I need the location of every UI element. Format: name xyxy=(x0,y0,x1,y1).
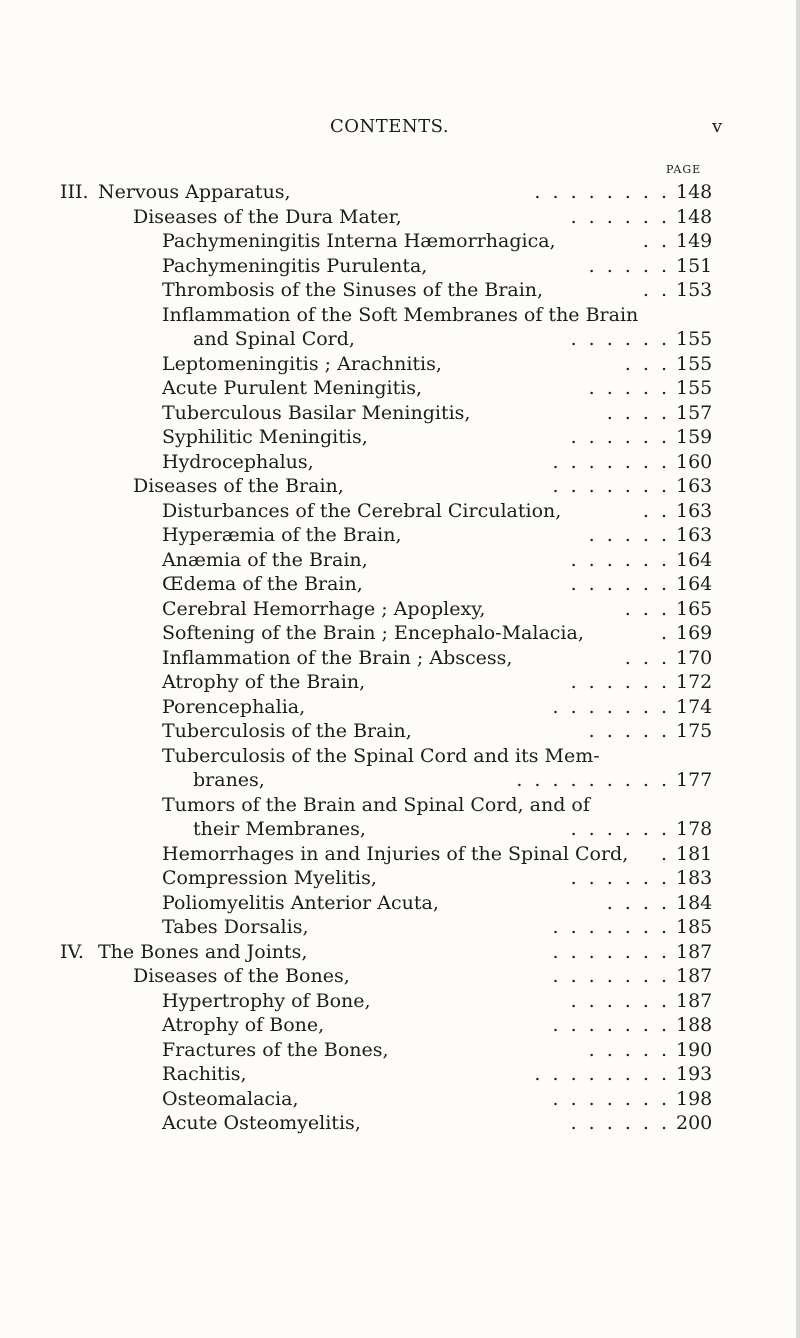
dot-leader: . . . . xyxy=(606,401,670,424)
entry-page-number: 187 xyxy=(676,940,713,963)
toc-entry xyxy=(0,499,800,524)
dot-leader: . . . . . . . xyxy=(552,1087,670,1110)
dot-leader: . . . . . . . . . xyxy=(516,769,670,791)
table-of-contents xyxy=(0,180,800,1136)
entry-title: Hemorrhages in and Injuries of the Spinal Cord, xyxy=(162,842,629,865)
entry-page-number: 187 xyxy=(676,989,713,1012)
entry-title: and Spinal Cord, xyxy=(193,328,355,350)
entry-title: Nervous Apparatus, xyxy=(98,181,291,203)
dot-leader: . . . . . . xyxy=(570,426,670,448)
entry-title: Hydrocephalus, xyxy=(162,450,314,473)
dot-leader: . xyxy=(660,622,670,644)
dot-leader: . . . . . xyxy=(588,720,670,742)
dot-leader: . xyxy=(660,842,670,865)
toc-entry xyxy=(0,621,800,646)
entry-page-number: 164 xyxy=(676,548,713,571)
dot-leader: . . . . . . xyxy=(570,548,670,571)
toc-entry xyxy=(0,180,800,205)
entry-title: Tuberculosis of the Brain, xyxy=(162,720,412,742)
toc-entry xyxy=(0,842,800,867)
entry-title: Poliomyelitis Anterior Acuta, xyxy=(162,891,439,914)
toc-entry xyxy=(0,548,800,573)
entry-page-number: 148 xyxy=(676,181,713,203)
dot-leader: . . . xyxy=(624,597,670,620)
entry-page-number: 163 xyxy=(676,524,713,546)
toc-entry xyxy=(0,376,800,401)
entry-title: Osteomalacia, xyxy=(162,1087,299,1110)
toc-entry xyxy=(0,229,800,254)
toc-entry xyxy=(0,1013,800,1038)
entry-title: Atrophy of the Brain, xyxy=(162,671,366,693)
header-title: CONTENTS. xyxy=(330,116,450,137)
page-edge xyxy=(796,0,800,1338)
entry-page-number: 163 xyxy=(676,499,713,522)
section-number: IV. xyxy=(60,940,84,963)
toc-entry xyxy=(0,327,800,352)
entry-page-number: 172 xyxy=(676,671,713,693)
entry-title: Rachitis, xyxy=(162,1063,247,1085)
entry-page-number: 164 xyxy=(676,573,713,595)
toc-entry xyxy=(0,1062,800,1087)
toc-entry xyxy=(0,793,800,818)
page-column-label: PAGE xyxy=(666,163,702,176)
entry-title: Thrombosis of the Sinuses of the Brain, xyxy=(162,279,544,301)
entry-page-number: 151 xyxy=(676,254,713,277)
toc-entry xyxy=(0,989,800,1014)
entry-page-number: 185 xyxy=(676,916,713,938)
entry-page-number: 160 xyxy=(676,450,713,473)
dot-leader: . . . . . . . xyxy=(552,695,670,718)
dot-leader: . . . . . . xyxy=(570,1112,670,1134)
toc-entry xyxy=(0,1087,800,1112)
entry-title: Softening of the Brain ; Encephalo-Malacia, xyxy=(162,622,584,644)
entry-title: Acute Purulent Meningitis, xyxy=(162,377,423,399)
toc-entry xyxy=(0,303,800,328)
entry-page-number: 157 xyxy=(676,401,713,424)
dot-leader: . . xyxy=(642,279,670,301)
dot-leader: . . . . . . xyxy=(570,867,670,889)
entry-page-number: 155 xyxy=(676,352,713,375)
toc-entry xyxy=(0,523,800,548)
dot-leader: . . . . . xyxy=(588,377,670,399)
toc-entry xyxy=(0,915,800,940)
dot-leader: . . . . . . xyxy=(570,671,670,693)
toc-entry xyxy=(0,1038,800,1063)
toc-entry xyxy=(0,278,800,303)
entry-page-number: 190 xyxy=(676,1038,713,1061)
toc-entry xyxy=(0,646,800,671)
toc-entry xyxy=(0,597,800,622)
entry-title: Inflammation of the Brain ; Abscess, xyxy=(162,646,513,669)
entry-title: Pachymeningitis Interna Hæmorrhagica, xyxy=(162,230,556,252)
dot-leader: . . . xyxy=(624,646,670,669)
entry-title: Hyperæmia of the Brain, xyxy=(162,524,402,546)
entry-title: their Membranes, xyxy=(193,818,366,840)
entry-page-number: 155 xyxy=(676,328,713,350)
dot-leader: . . . . . . . . xyxy=(534,181,670,203)
entry-title: Tumors of the Brain and Spinal Cord, and of xyxy=(162,793,590,816)
toc-entry xyxy=(0,425,800,450)
toc-entry xyxy=(0,450,800,475)
entry-title: Diseases of the Bones, xyxy=(133,965,350,987)
dot-leader: . . . . . xyxy=(588,524,670,546)
entry-title: Acute Osteomyelitis, xyxy=(162,1112,361,1134)
entry-title: Diseases of the Dura Mater, xyxy=(133,205,402,228)
dot-leader: . . . . . . xyxy=(570,328,670,350)
entry-title: Tuberculous Basilar Meningitis, xyxy=(162,401,471,424)
dot-leader: . . . . . . . xyxy=(552,965,670,987)
toc-entry xyxy=(0,940,800,965)
entry-page-number: 165 xyxy=(676,597,713,620)
running-header xyxy=(0,116,800,140)
entry-page-number: 198 xyxy=(676,1087,713,1110)
entry-title: Pachymeningitis Purulenta, xyxy=(162,254,428,277)
entry-page-number: 178 xyxy=(676,818,713,840)
entry-title: Porencephalia, xyxy=(162,695,306,718)
entry-title: Fractures of the Bones, xyxy=(162,1038,389,1061)
toc-entry xyxy=(0,695,800,720)
entry-page-number: 170 xyxy=(676,646,713,669)
entry-title: Hypertrophy of Bone, xyxy=(162,989,371,1012)
toc-entry xyxy=(0,768,800,793)
entry-page-number: 177 xyxy=(676,769,713,791)
entry-page-number: 159 xyxy=(676,426,713,448)
dot-leader: . . . . . . xyxy=(570,205,670,228)
entry-title: The Bones and Joints, xyxy=(98,940,308,963)
entry-title: Leptomeningitis ; Arachnitis, xyxy=(162,352,442,375)
entry-title: Cerebral Hemorrhage ; Apoplexy, xyxy=(162,597,486,620)
entry-page-number: 184 xyxy=(676,891,713,914)
toc-entry xyxy=(0,866,800,891)
dot-leader: . . . . . . . xyxy=(552,1014,670,1036)
toc-entry xyxy=(0,744,800,769)
entry-title: Compression Myelitis, xyxy=(162,867,377,889)
entry-title: Œdema of the Brain, xyxy=(162,573,363,595)
entry-page-number: 200 xyxy=(676,1112,713,1134)
toc-entry xyxy=(0,1111,800,1136)
entry-title: Diseases of the Brain, xyxy=(133,475,344,497)
toc-entry xyxy=(0,964,800,989)
toc-entry xyxy=(0,352,800,377)
entry-title: Tabes Dorsalis, xyxy=(162,916,309,938)
toc-entry xyxy=(0,572,800,597)
dot-leader: . . . . . . . xyxy=(552,450,670,473)
page-number: v xyxy=(712,116,723,137)
dot-leader: . . . . . . xyxy=(570,818,670,840)
entry-page-number: 155 xyxy=(676,377,713,399)
entry-title: Tuberculosis of the Spinal Cord and its Mem- xyxy=(162,744,600,767)
entry-page-number: 175 xyxy=(676,720,713,742)
dot-leader: . . . xyxy=(624,352,670,375)
entry-page-number: 193 xyxy=(676,1063,713,1085)
toc-entry xyxy=(0,401,800,426)
entry-title: branes, xyxy=(193,769,265,791)
dot-leader: . . . . . . xyxy=(570,989,670,1012)
entry-page-number: 153 xyxy=(676,279,713,301)
dot-leader: . . . . . . . . xyxy=(534,1063,670,1085)
section-number: III. xyxy=(60,181,89,203)
toc-entry xyxy=(0,205,800,230)
entry-title: Inflammation of the Soft Membranes of the Brain xyxy=(162,303,639,326)
entry-page-number: 188 xyxy=(676,1014,713,1036)
entry-title: Syphilitic Meningitis, xyxy=(162,426,368,448)
entry-page-number: 149 xyxy=(676,230,713,252)
entry-page-number: 183 xyxy=(676,867,713,889)
dot-leader: . . . . . xyxy=(588,254,670,277)
dot-leader: . . . . . . . xyxy=(552,916,670,938)
entry-page-number: 187 xyxy=(676,965,713,987)
dot-leader: . . . . xyxy=(606,891,670,914)
entry-page-number: 148 xyxy=(676,205,713,228)
dot-leader: . . xyxy=(642,230,670,252)
toc-entry xyxy=(0,474,800,499)
dot-leader: . . . . . xyxy=(588,1038,670,1061)
toc-entry xyxy=(0,254,800,279)
entry-page-number: 181 xyxy=(676,842,713,865)
entry-title: Atrophy of Bone, xyxy=(162,1014,325,1036)
toc-entry xyxy=(0,670,800,695)
entry-page-number: 174 xyxy=(676,695,713,718)
dot-leader: . . . . . . xyxy=(570,573,670,595)
dot-leader: . . xyxy=(642,499,670,522)
toc-entry xyxy=(0,891,800,916)
dot-leader: . . . . . . . xyxy=(552,940,670,963)
entry-title: Disturbances of the Cerebral Circulation, xyxy=(162,499,562,522)
entry-title: Anæmia of the Brain, xyxy=(162,548,368,571)
dot-leader: . . . . . . . xyxy=(552,475,670,497)
entry-page-number: 163 xyxy=(676,475,713,497)
toc-entry xyxy=(0,719,800,744)
entry-page-number: 169 xyxy=(676,622,713,644)
toc-entry xyxy=(0,817,800,842)
